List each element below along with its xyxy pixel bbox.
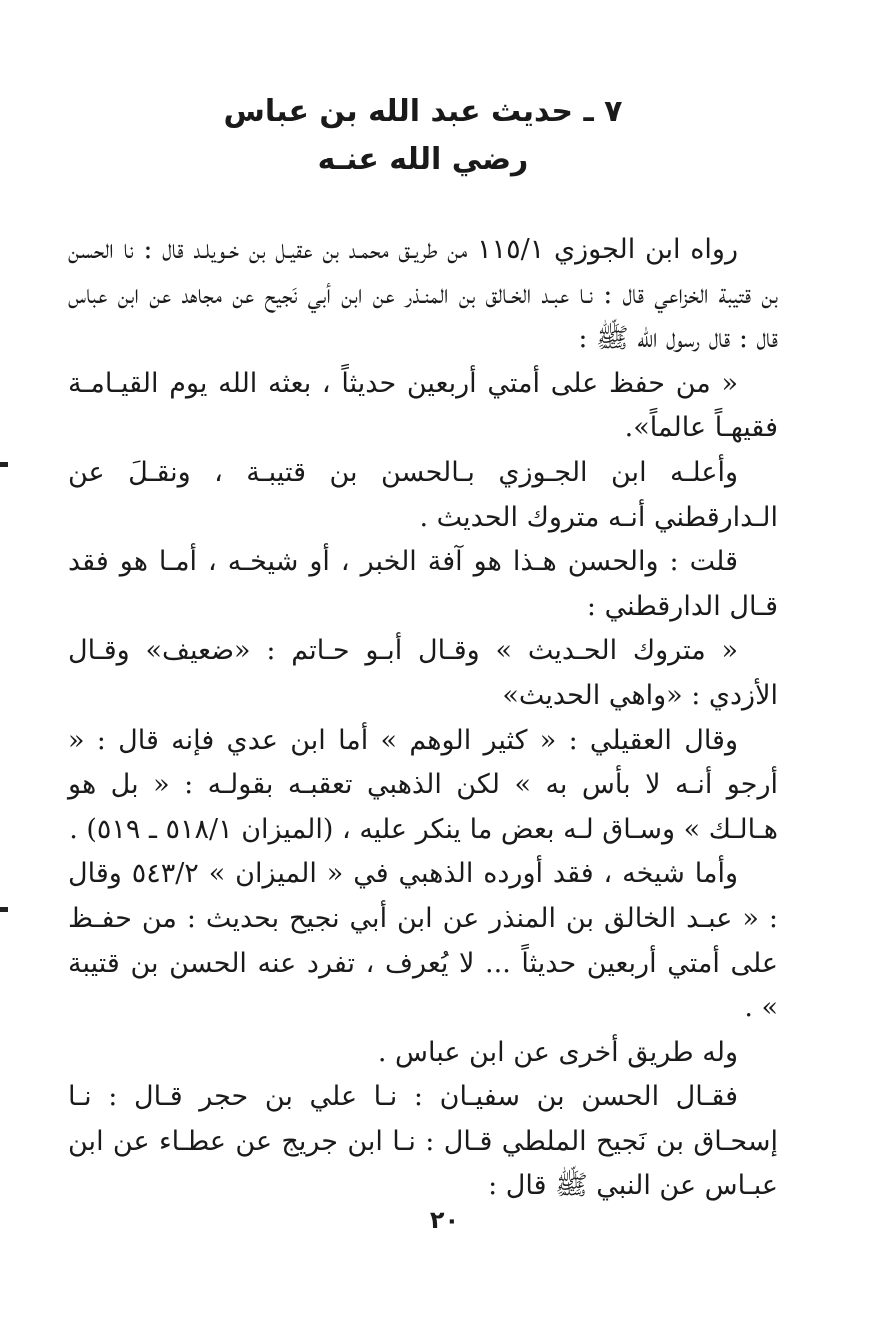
section-title: ٧ ـ حديث عبد الله بن عباس	[223, 94, 623, 129]
page-content	[68, 88, 778, 1209]
scan-edge-mark	[0, 907, 8, 912]
scan-edge-mark	[0, 462, 8, 467]
paragraph-7: وأما شيخه ، فقد أورده الذهبي في « الميزان » ٥٤٣/٢ وقال : « عبـد الخالق بن المنذر عن ابن أبي نجيح بحديث : من حفـظ على أمتي أربعين حديثاً ... لا يُعرف ، تفرد عنه الحسن بن قتيبة » .	[68, 858, 778, 1024]
paragraph-3: وأعلـه ابن الجـوزي بـالحسن بن قتيبـة ، ونقـلَ عن الـدارقطني أنـه متروك الحديث .	[68, 456, 778, 533]
page-number: ٢٠	[429, 1206, 460, 1234]
paragraph-4: قلت : والحسن هـذا هو آفة الخبر ، أو شيخـه ، أمـا هو فقد قـال الدارقطني :	[68, 546, 778, 622]
paragraph-2: « من حفظ على أمتي أربعين حديثاً ، بعثه الله يوم القيـامـة فقيهـاً عالماً».	[68, 367, 778, 444]
paragraph-1: رواه ابن الجوزي ١١٥/١ من طريـق محمـد بن عقيـل بن خـويلـد قال : نا الحسن بن قتيبة الخزاعي قال : نـا عبـد الخـالق بن المنـذر عن ابن أبي نَجيح عن مجاهد عن ابن عباس قال : قال رسول الله ﷺ :	[68, 234, 778, 355]
paragraph-9: فقـال الحسن بن سفيـان : نـا علي بن حجر قـال : نـا إسحـاق بن نَجيح الملطي قـال : نـا ابن جريج عن عطـاء عن ابن عبـاس عن النبي ﷺ قال :	[68, 1081, 778, 1202]
section-subtitle: رضي الله عنـه	[317, 142, 529, 177]
paragraph-8: وله طريق أخرى عن ابن عباس .	[377, 1036, 738, 1068]
body-text	[68, 228, 778, 1209]
paragraph-6: وقال العقيلي : « كثير الوهم » أما ابن عدي فإنه قال : « أرجو أنـه لا بأس به » لكن الذهبي تعقبـه بقولـه : « بل هو هـالـك » وسـاق لـه بعض ما ينكر عليه ، (الميزان ٥١٨/١ ـ ٥١٩) .	[68, 724, 778, 845]
paragraph-5: « متروك الحـديث » وقـال أبـو حـاتم : «ضعيف» وقـال الأزدي : «واهي الحديث»	[68, 635, 778, 711]
